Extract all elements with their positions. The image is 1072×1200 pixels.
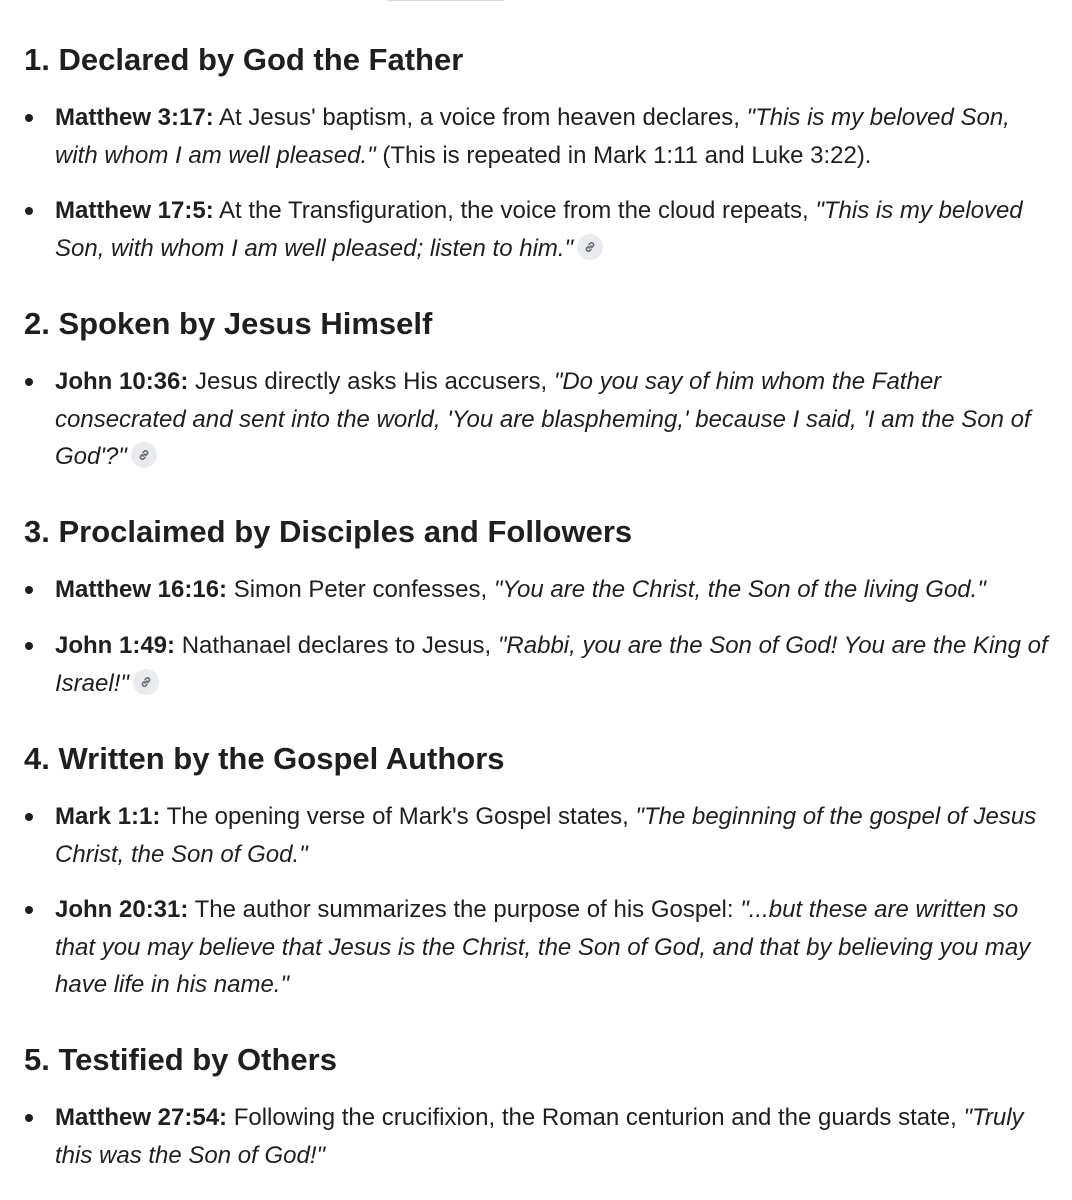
bullet-text <box>55 798 1055 873</box>
verse-description: The opening verse of Mark's Gospel states, <box>160 803 636 830</box>
verse-note: (This is repeated in Mark 1:11 and Luke 3:22). <box>375 141 872 169</box>
verse-reference: Mark 1:1: <box>55 803 161 830</box>
bullet-dot <box>25 114 33 122</box>
bullet-text <box>55 99 1055 174</box>
section-heading-2: 2. Spoken by Jesus Himself <box>24 306 433 341</box>
verse-reference: John 10:36: <box>55 368 189 395</box>
verse-reference: John 20:31: <box>55 896 189 923</box>
bullet-text <box>55 1099 1055 1174</box>
bullet-text <box>55 891 1055 1004</box>
verse-reference: John 1:49: <box>55 632 176 659</box>
verse-quote: "Rabbi, you are the Son of God! You are the King of Israel!" <box>55 632 1048 697</box>
section-heading-5: 5. Testified by Others <box>24 1042 337 1077</box>
bullet-dot <box>25 813 33 821</box>
section-heading-1: 1. Declared by God the Father <box>24 42 464 77</box>
bullet-dot <box>25 378 33 386</box>
verse-description: Nathanael declares to Jesus, <box>175 632 498 659</box>
bullet-text <box>55 571 1055 609</box>
verse-reference: Matthew 27:54: <box>55 1104 228 1131</box>
bullet-dot <box>25 642 33 650</box>
section-heading-4: 4. Written by the Gospel Authors <box>24 741 505 776</box>
verse-quote: "The beginning of the gospel of Jesus Christ, the Son of God." <box>55 803 1037 868</box>
verse-quote: "This is my beloved Son, with whom I am well pleased." <box>55 104 1010 169</box>
verse-reference: Matthew 17:5: <box>55 197 214 224</box>
bullet-dot <box>25 906 33 914</box>
bullet-dot <box>25 207 33 215</box>
verse-description: Jesus directly asks His accusers, <box>188 368 554 395</box>
verse-description: At the Transfiguration, the voice from the cloud repeats, <box>213 197 816 224</box>
bullet-dot <box>25 1114 33 1122</box>
bullet-text <box>55 363 1055 476</box>
link-icon[interactable] <box>131 442 157 468</box>
verse-reference: Matthew 16:16: <box>55 576 228 603</box>
link-icon[interactable] <box>133 669 159 695</box>
bullet-dot <box>25 586 33 594</box>
verse-quote: "...but these are written so that you may believe that Jesus is the Christ, the Son of God, and that by believing you may have life in his name." <box>55 896 1031 998</box>
verse-quote: "You are the Christ, the Son of the living God." <box>493 576 986 603</box>
bullet-text <box>55 627 1055 702</box>
link-icon[interactable] <box>577 234 603 260</box>
verse-reference: Matthew 3:17: <box>55 104 214 131</box>
section-heading-3: 3. Proclaimed by Disciples and Followers <box>24 514 633 549</box>
verse-quote: "This is my beloved Son, with whom I am well pleased; listen to him." <box>55 197 1023 262</box>
verse-description: Following the crucifixion, the Roman centurion and the guards state, <box>227 1104 964 1131</box>
bullet-text <box>55 192 1055 267</box>
verse-description: The author summarizes the purpose of his Gospel: <box>188 896 741 923</box>
verse-description: At Jesus' baptism, a voice from heaven declares, <box>213 104 747 131</box>
top-divider <box>388 0 504 1</box>
verse-description: Simon Peter confesses, <box>227 576 494 603</box>
verse-quote: "Do you say of him whom the Father consecrated and sent into the world, 'You are blaspheming,' because I said, 'I am the Son of God'?" <box>55 368 1031 470</box>
verse-quote: "Truly this was the Son of God!" <box>55 1104 1024 1169</box>
